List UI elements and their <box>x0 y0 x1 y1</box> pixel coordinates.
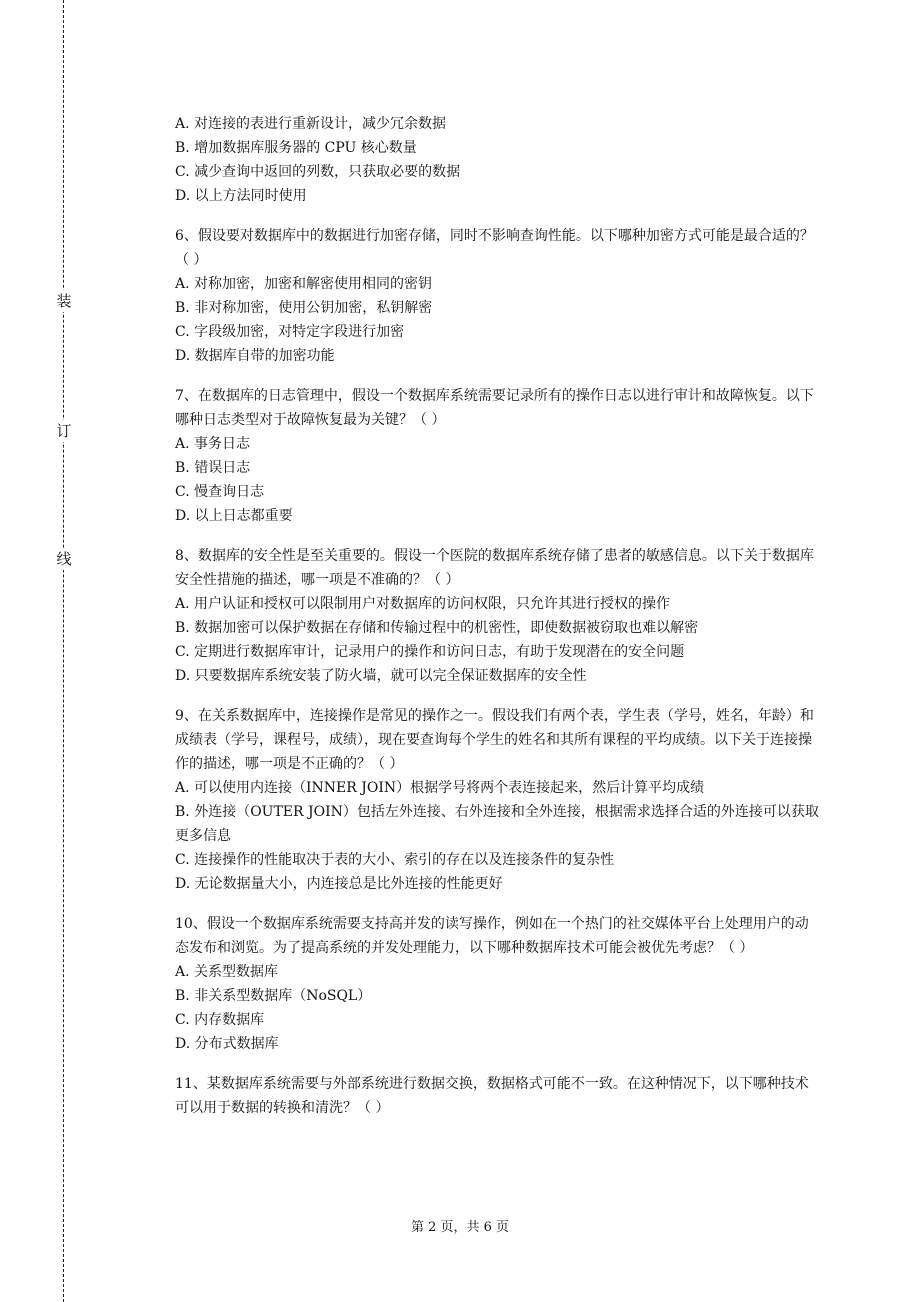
binding-dashed-line <box>63 0 64 1302</box>
option: C. 字段级加密，对特定字段进行加密 <box>175 324 405 340</box>
question-6 <box>175 224 820 368</box>
option: C. 定期进行数据库审计，记录用户的操作和访问日志，有助于发现潜在的安全问题 <box>175 644 685 660</box>
binding-char-ding: 订 <box>56 422 72 440</box>
option: C. 内存数据库 <box>175 1012 265 1028</box>
binding-char-zhuang: 装 <box>56 292 72 310</box>
exam-content <box>175 112 820 1136</box>
question-text: 8、数据库的安全性是至关重要的。假设一个医院的数据库系统存储了患者的敏感信息。以下关于数据库安全性措施的描述，哪一项是不准确的？（ ） <box>175 548 814 588</box>
option: A. 关系型数据库 <box>175 964 279 980</box>
question-11 <box>175 1072 820 1120</box>
option: D. 数据库自带的加密功能 <box>175 348 335 364</box>
page-footer: 第 2 页，共 6 页 <box>410 1220 510 1235</box>
option: D. 以上日志都重要 <box>175 508 293 524</box>
option: C. 慢查询日志 <box>175 484 265 500</box>
option: C. 减少查询中返回的列数，只获取必要的数据 <box>175 164 461 180</box>
option: A. 可以使用内连接（INNER JOIN）根据学号将两个表连接起来，然后计算平均成绩 <box>175 780 705 796</box>
question-5-options <box>175 112 820 208</box>
option: A. 对称加密，加密和解密使用相同的密钥 <box>175 276 433 292</box>
question-9 <box>175 704 820 896</box>
option: A. 用户认证和授权可以限制用户对数据库的访问权限，只允许其进行授权的操作 <box>175 596 671 612</box>
option: A. 对连接的表进行重新设计，减少冗余数据 <box>175 116 447 132</box>
question-8 <box>175 544 820 688</box>
option: C. 连接操作的性能取决于表的大小、索引的存在以及连接条件的复杂性 <box>175 852 615 868</box>
question-text: 7、在数据库的日志管理中，假设一个数据库系统需要记录所有的操作日志以进行审计和故障恢复。以下哪种日志类型对于故障恢复最为关键？（ ） <box>175 388 814 428</box>
option: B. 非对称加密，使用公钥加密，私钥解密 <box>175 300 433 316</box>
option: B. 数据加密可以保护数据在存储和传输过程中的机密性，即使数据被窃取也难以解密 <box>175 620 699 636</box>
option: B. 错误日志 <box>175 460 251 476</box>
option: D. 以上方法同时使用 <box>175 188 307 204</box>
question-text: 9、在关系数据库中，连接操作是常见的操作之一。假设我们有两个表，学生表（学号，姓名，年龄）和成绩表（学号，课程号，成绩），现在要查询每个学生的姓名和其所有课程的平均成绩。以下关于连接操作的描述，哪一项是不正确的？（ ） <box>175 708 814 772</box>
option: B. 非关系型数据库（NoSQL） <box>175 988 372 1004</box>
option: B. 外连接（OUTER JOIN）包括左外连接、右外连接和全外连接，根据需求选择合适的外连接可以获取更多信息 <box>175 804 819 844</box>
question-7 <box>175 384 820 528</box>
question-text: 6、假设要对数据库中的数据进行加密存储，同时不影响查询性能。以下哪种加密方式可能是最合适的？（ ） <box>175 228 814 268</box>
option: D. 分布式数据库 <box>175 1036 279 1052</box>
question-text: 11、某数据库系统需要与外部系统进行数据交换，数据格式可能不一致。在这种情况下，以下哪种技术可以用于数据的转换和清洗？（ ） <box>175 1076 809 1116</box>
question-text: 10、假设一个数据库系统需要支持高并发的读写操作，例如在一个热门的社交媒体平台上处理用户的动态发布和浏览。为了提高系统的并发处理能力，以下哪种数据库技术可能会被优先考虑？（ ） <box>175 916 809 956</box>
option: A. 事务日志 <box>175 436 251 452</box>
question-10 <box>175 912 820 1056</box>
option: D. 只要数据库系统安装了防火墙，就可以完全保证数据库的安全性 <box>175 668 587 684</box>
option: B. 增加数据库服务器的 CPU 核心数量 <box>175 140 417 156</box>
binding-char-xian: 线 <box>56 550 72 568</box>
option: D. 无论数据量大小，内连接总是比外连接的性能更好 <box>175 876 503 892</box>
